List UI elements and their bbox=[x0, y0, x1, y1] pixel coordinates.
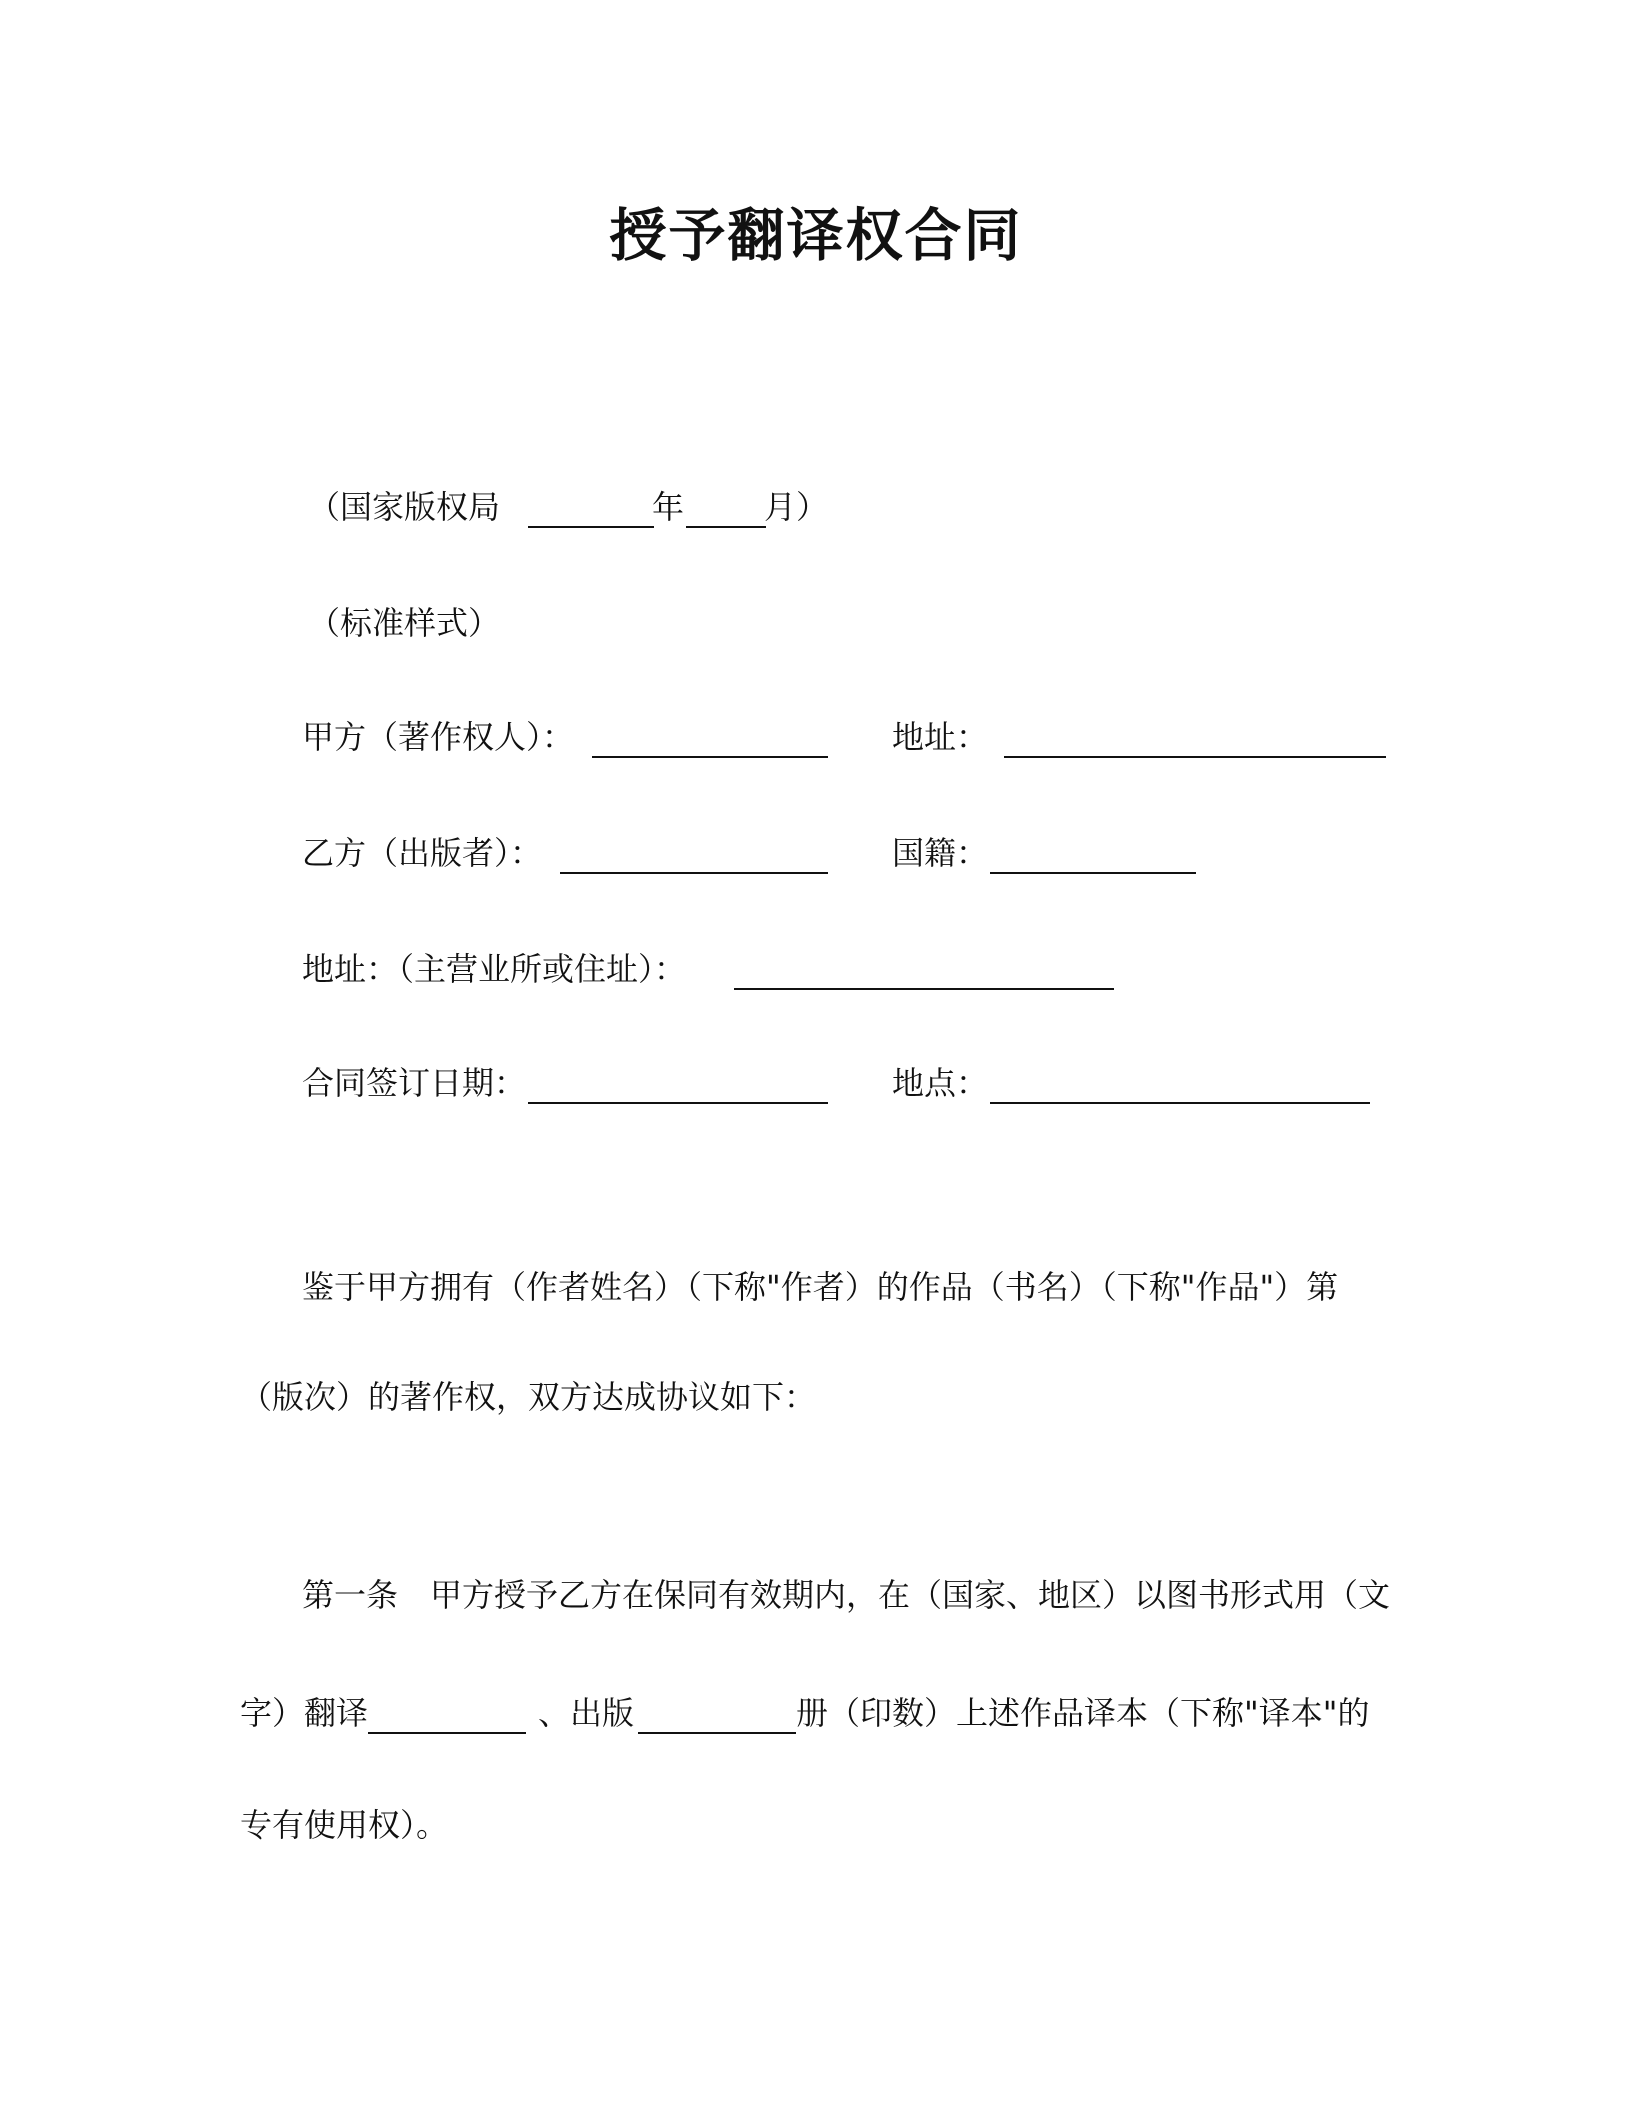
article-1-line-2a: 字）翻译 bbox=[240, 1694, 369, 1732]
sign-date-blank[interactable] bbox=[528, 1102, 828, 1104]
article-1-line-1: 第一条 甲方授予乙方在保同有效期内，在（国家、地区）以图书形式用（文 bbox=[302, 1576, 1391, 1614]
print-count-blank[interactable] bbox=[638, 1732, 796, 1734]
article-1-line-2c: 册（印数）上述作品译本（下称"译本"的 bbox=[796, 1694, 1370, 1732]
article-1-line-2b: 、出版 bbox=[538, 1694, 635, 1732]
article-1-line-3: 专有使用权）。 bbox=[240, 1806, 449, 1844]
party-b-label: 乙方（出版者）： bbox=[302, 834, 543, 872]
party-a-address-label: 地址： bbox=[892, 718, 989, 756]
business-address-label: 地址：（主营业所或住址）： bbox=[302, 950, 687, 988]
place-label: 地点： bbox=[892, 1064, 989, 1102]
place-blank[interactable] bbox=[990, 1102, 1370, 1104]
month-blank[interactable] bbox=[686, 526, 766, 528]
translate-language-blank[interactable] bbox=[368, 1732, 526, 1734]
preamble-line-2: （版次）的著作权，双方达成协议如下： bbox=[240, 1378, 817, 1416]
party-b-blank[interactable] bbox=[560, 872, 828, 874]
document-title: 授予翻译权合同 bbox=[609, 203, 1023, 269]
year-blank[interactable] bbox=[528, 526, 654, 528]
party-a-address-blank[interactable] bbox=[1004, 756, 1386, 758]
nationality-blank[interactable] bbox=[990, 872, 1196, 874]
business-address-blank[interactable] bbox=[734, 988, 1114, 990]
authority-prefix: （国家版权局 bbox=[308, 488, 501, 526]
party-a-blank[interactable] bbox=[592, 756, 828, 758]
sign-date-label: 合同签订日期： bbox=[302, 1064, 527, 1102]
party-a-label: 甲方（著作权人）： bbox=[302, 718, 575, 756]
nationality-label: 国籍： bbox=[892, 834, 989, 872]
month-suffix: 月） bbox=[764, 488, 829, 526]
standard-form-label: （标准样式） bbox=[308, 604, 501, 642]
preamble-line-1: 鉴于甲方拥有（作者姓名）（下称"作者）的作品（书名）（下称"作品"）第 bbox=[302, 1268, 1339, 1306]
year-suffix: 年 bbox=[652, 488, 685, 526]
